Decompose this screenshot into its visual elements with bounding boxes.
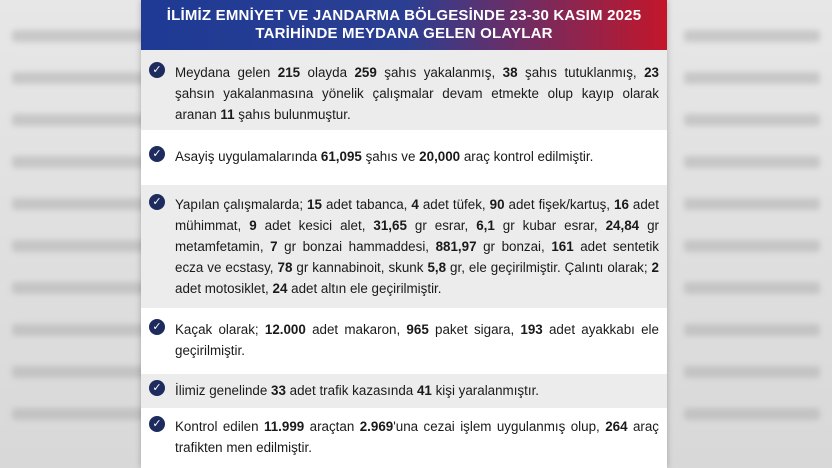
highlighted-number: 7 [270, 239, 278, 254]
text-run: gr, ele geçirilmiştir. Çalıntı olarak; [446, 260, 652, 275]
check-icon: ✓ [149, 62, 165, 78]
highlighted-number: 965 [406, 322, 429, 337]
highlighted-number: 15 [307, 197, 322, 212]
highlighted-number: 264 [605, 419, 628, 434]
check-icon: ✓ [149, 380, 165, 396]
text-run: şahıs ve [361, 149, 420, 164]
text-run: adet motosiklet, [175, 281, 273, 296]
highlighted-number: 9 [249, 218, 257, 233]
highlighted-number: 24 [272, 281, 288, 296]
highlighted-number: 41 [416, 383, 432, 398]
highlighted-number: 38 [502, 65, 518, 80]
text-run: adet mühimmat, [175, 197, 659, 233]
text-run: paket sigara, [428, 322, 521, 337]
bulletin-item [141, 130, 667, 185]
highlighted-number: 11 [220, 107, 235, 122]
blurred-background-text-left [0, 0, 160, 468]
highlighted-number: 6,1 [476, 218, 495, 233]
text-run: araç kontrol edilmiştir. [460, 149, 594, 164]
text-run: araçtan [304, 419, 360, 434]
text-run: şahsın yakalanmasına yönelik çalışmalar devam etmekte olup kayıp olarak aranan [175, 86, 659, 122]
highlighted-number: 215 [277, 65, 301, 80]
highlighted-number: 2.969 [359, 419, 394, 434]
bulletin-item [141, 308, 667, 374]
highlighted-number: 33 [271, 383, 286, 398]
text-run: şahıs bulunmuştur. [234, 107, 351, 122]
text-run: kişi yaralanmıştır. [431, 383, 540, 398]
highlighted-number: 2 [651, 260, 659, 275]
check-icon: ✓ [149, 146, 165, 162]
text-run: adet sentetik ecza ve ecstasy, [175, 239, 660, 275]
highlighted-number: 12.000 [264, 322, 306, 337]
text-run: şahıs yakalanmış, [376, 65, 503, 80]
bulletin-header [141, 0, 667, 50]
text-run: araç trafikten men edilmiştir. [175, 419, 659, 455]
text-run: 'una cezai işlem uygulanmış olup, [393, 419, 606, 434]
highlighted-number: 23 [644, 65, 660, 80]
text-run: gr kubar esrar, [494, 218, 606, 233]
bulletin-item [141, 50, 667, 130]
check-icon: ✓ [149, 319, 165, 335]
bulletin-item [141, 185, 667, 308]
highlighted-number: 20,000 [419, 149, 461, 164]
text-run: Meydana gelen [175, 65, 278, 80]
text-run: adet altın ele geçirilmiştir. [287, 281, 442, 296]
bulletin-item-text [175, 416, 659, 458]
highlighted-number: 881,97 [435, 239, 477, 254]
text-run: adet fişek/kartuş, [504, 197, 615, 212]
text-run: İlimiz genelinde [175, 383, 272, 398]
highlighted-number: 16 [614, 197, 629, 212]
highlighted-number: 259 [354, 65, 377, 80]
header-title-line-2: TARİHİNDE MEYDANA GELEN OLAYLAR [255, 25, 553, 42]
text-run: adet tabanca, [321, 197, 412, 212]
text-run: şahıs tutuklanmış, [517, 65, 645, 80]
text-run: Kaçak olarak; [175, 322, 265, 337]
text-run: Asayiş uygulamalarında [175, 149, 321, 164]
text-run: adet makaron, [305, 322, 407, 337]
text-run: gr metamfetamin, [175, 218, 659, 254]
bulletin-item-text [175, 146, 659, 167]
bulletin-item-text [175, 194, 659, 299]
text-run: adet kesici alet, [256, 218, 374, 233]
text-run: gr kannabinoit, skunk [292, 260, 428, 275]
text-run: adet trafik kazasında [285, 383, 417, 398]
text-run: gr bonzai, [476, 239, 552, 254]
header-title-line-1: İLİMİZ EMNİYET VE JANDARMA BÖLGESİNDE 23-30 KASIM 2025 [166, 7, 642, 24]
bulletin-item-text [175, 62, 659, 125]
highlighted-number: 5,8 [427, 260, 447, 275]
highlighted-number: 31,65 [373, 218, 407, 233]
check-icon: ✓ [149, 416, 165, 432]
text-run: adet tüfek, [418, 197, 490, 212]
text-run: gr esrar, [406, 218, 477, 233]
highlighted-number: 4 [411, 197, 419, 212]
bulletin-item [141, 408, 667, 468]
highlighted-number: 11.999 [264, 419, 305, 434]
highlighted-number: 61,095 [320, 149, 362, 164]
check-icon: ✓ [149, 194, 165, 210]
text-run: Yapılan çalışmalarda; [175, 197, 308, 212]
highlighted-number: 193 [520, 322, 543, 337]
highlighted-number: 24,84 [605, 218, 640, 233]
highlighted-number: 78 [277, 260, 293, 275]
text-run: adet ayakkabı ele geçirilmiştir. [175, 322, 659, 358]
highlighted-number: 161 [551, 239, 574, 254]
bulletin-item-text [175, 380, 659, 401]
blurred-background-text-right [672, 0, 832, 468]
bulletin-item [141, 374, 667, 408]
bulletin-card [141, 0, 667, 468]
text-run: Kontrol edilen [175, 419, 264, 434]
bulletin-item-text [175, 319, 659, 361]
text-run: gr bonzai hammaddesi, [277, 239, 436, 254]
text-run: olayda [300, 65, 355, 80]
highlighted-number: 90 [489, 197, 505, 212]
